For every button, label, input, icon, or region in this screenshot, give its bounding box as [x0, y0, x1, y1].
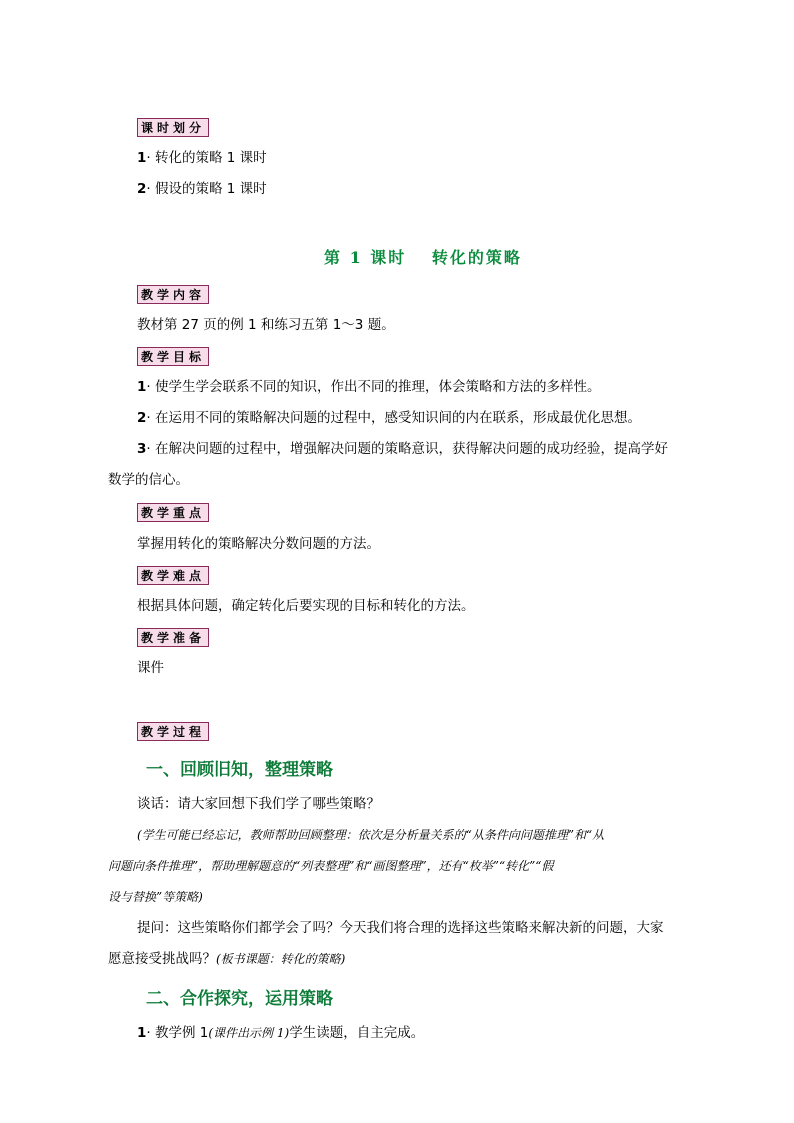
preparation-text: 课件	[137, 660, 164, 676]
ask-line-1: 提问：这些策略你们都学会了吗？今天我们将合理的选择这些策略来解决新的问题，大家	[137, 920, 664, 936]
step-1-text: 1· 教学例 1(课件出示例 1)学生读题，自主完成。	[137, 1025, 425, 1041]
lesson-title: 第 1 课时 转化的策略	[324, 248, 522, 267]
goal-item-3-continued: 数学的信心。	[108, 472, 189, 488]
label-teaching-process: 教学过程	[137, 722, 209, 741]
goal-item-3: 3· 在解决问题的过程中，增强解决问题的策略意识，获得解决问题的成功经验，提高学好	[137, 441, 668, 457]
section-1-title: 一、回顾旧知，整理策略	[146, 760, 333, 780]
teaching-content-text: 教材第 27 页的例 1 和练习五第 1～3 题。	[137, 317, 395, 333]
goal-item-1: 1· 使学生学会联系不同的知识，作出不同的推理，体会策略和方法的多样性。	[137, 379, 601, 395]
label-difficulty: 教学难点	[137, 566, 209, 585]
note-line-1: (学生可能已经忘记，教师帮助回顾整理：依次是分析量关系的“从条件向问题推理”和“从	[137, 828, 605, 842]
note-line-3: 设与替换”等策略)	[108, 890, 203, 904]
label-key-point: 教学重点	[137, 503, 209, 522]
label-teaching-goals: 教学目标	[137, 347, 209, 366]
note-line-2: 问题向条件推理”，帮助理解题意的“列表整理”和“画图整理”，还有“枚举”“转化”“假	[108, 859, 554, 873]
ask-line-2: 愿意接受挑战吗？(板书课题：转化的策略)	[108, 951, 346, 967]
key-point-text: 掌握用转化的策略解决分数问题的方法。	[137, 536, 380, 552]
goal-item-2: 2· 在运用不同的策略解决问题的过程中，感受知识间的内在联系，形成最优化思想。	[137, 410, 641, 426]
label-preparation: 教学准备	[137, 628, 209, 647]
difficulty-text: 根据具体问题，确定转化后要实现的目标和转化的方法。	[137, 598, 475, 614]
section-2-title: 二、合作探究，运用策略	[146, 989, 333, 1009]
division-item-2: 2· 假设的策略 1 课时	[137, 181, 267, 197]
label-lesson-division: 课时划分	[137, 118, 209, 137]
division-item-1: 1· 转化的策略 1 课时	[137, 150, 267, 166]
label-teaching-content: 教学内容	[137, 285, 209, 304]
talk-text: 谈话：请大家回想下我们学了哪些策略？	[137, 796, 380, 812]
